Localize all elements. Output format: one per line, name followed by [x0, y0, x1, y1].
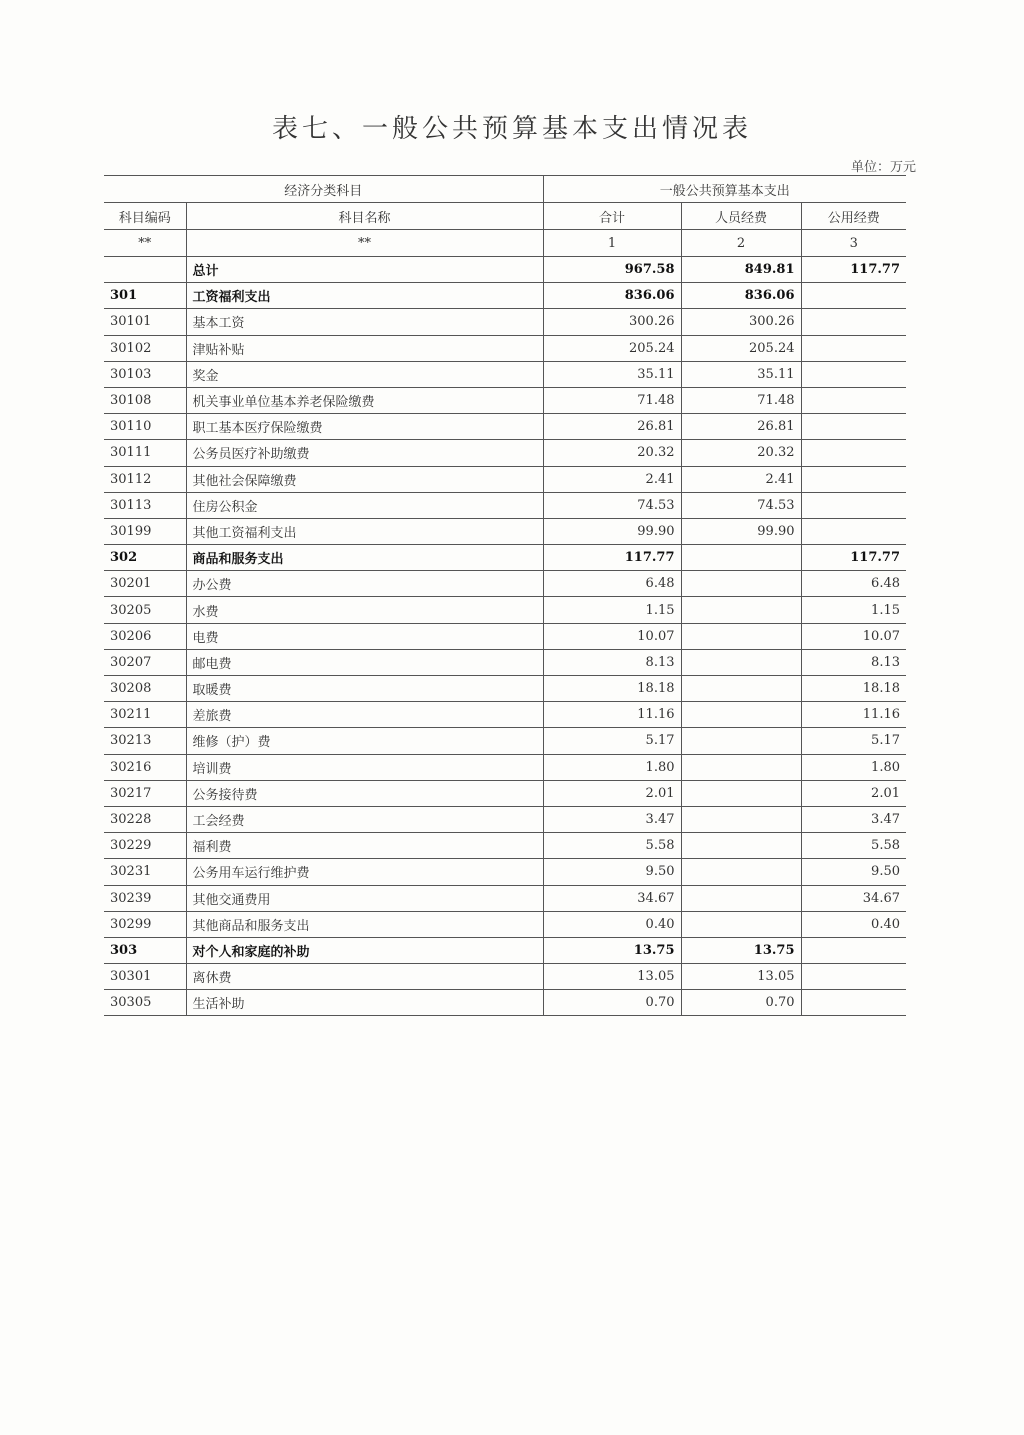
cell-code: 30199 [104, 518, 186, 544]
cell-personnel [681, 649, 801, 675]
cell-personnel: 99.90 [681, 518, 801, 544]
cell-public: 1.15 [801, 597, 906, 623]
cell-total: 8.13 [543, 649, 681, 675]
page-title: 表七、一般公共预算基本支出情况表 [271, 114, 752, 144]
cell-code: 30229 [104, 833, 186, 859]
cell-name: 办公费 [186, 571, 543, 597]
table-row [104, 283, 906, 309]
header-econ-category: 经济分类科目 [104, 176, 543, 203]
table-row [104, 885, 906, 911]
cell-name: 其他交通费用 [186, 885, 543, 911]
cell-total: 1.15 [543, 597, 681, 623]
cell-personnel [681, 676, 801, 702]
cell-personnel: 0.70 [681, 990, 801, 1016]
cell-personnel: 13.05 [681, 964, 801, 990]
cell-name: 机关事业单位基本养老保险缴费 [186, 387, 543, 413]
cell-personnel [681, 754, 801, 780]
cell-code: 30305 [104, 990, 186, 1016]
cell-total: 34.67 [543, 885, 681, 911]
cell-personnel [681, 571, 801, 597]
cell-name: 公务员医疗补助缴费 [186, 440, 543, 466]
table-row [104, 702, 906, 728]
cell-total: 71.48 [543, 387, 681, 413]
cell-total: 205.24 [543, 335, 681, 361]
cell-total: 35.11 [543, 361, 681, 387]
cell-total: 836.06 [543, 283, 681, 309]
index-public: 3 [801, 230, 906, 257]
cell-public: 34.67 [801, 885, 906, 911]
cell-personnel [681, 728, 801, 754]
cell-code: 30206 [104, 623, 186, 649]
cell-total: 13.75 [543, 937, 681, 963]
cell-name: 公务接待费 [186, 780, 543, 806]
cell-public [801, 283, 906, 309]
cell-total: 2.41 [543, 466, 681, 492]
table-row [104, 833, 906, 859]
cell-name: 津贴补贴 [186, 335, 543, 361]
index-code: ** [104, 230, 186, 257]
cell-name: 维修（护）费 [186, 728, 543, 754]
cell-public: 10.07 [801, 623, 906, 649]
cell-public: 18.18 [801, 676, 906, 702]
cell-public: 1.80 [801, 754, 906, 780]
cell-total: 74.53 [543, 492, 681, 518]
cell-name: 邮电费 [186, 649, 543, 675]
cell-total: 11.16 [543, 702, 681, 728]
cell-total: 0.70 [543, 990, 681, 1016]
cell-name: 职工基本医疗保险缴费 [186, 414, 543, 440]
cell-name: 工会经费 [186, 806, 543, 832]
cell-name: 商品和服务支出 [186, 545, 543, 571]
header-total: 合计 [543, 203, 681, 230]
cell-total: 1.80 [543, 754, 681, 780]
table-row [104, 309, 906, 335]
cell-name: 差旅费 [186, 702, 543, 728]
cell-personnel: 71.48 [681, 387, 801, 413]
cell-public [801, 964, 906, 990]
cell-name: 基本工资 [186, 309, 543, 335]
cell-personnel [681, 911, 801, 937]
cell-public: 8.13 [801, 649, 906, 675]
cell-personnel: 35.11 [681, 361, 801, 387]
cell-name: 福利费 [186, 833, 543, 859]
cell-personnel [681, 702, 801, 728]
cell-code: 30103 [104, 361, 186, 387]
cell-name: 工资福利支出 [186, 283, 543, 309]
index-personnel: 2 [681, 230, 801, 257]
cell-public [801, 440, 906, 466]
table-row [104, 964, 906, 990]
cell-total: 13.05 [543, 964, 681, 990]
table-row [104, 361, 906, 387]
cell-total: 26.81 [543, 414, 681, 440]
cell-total: 20.32 [543, 440, 681, 466]
cell-code: 30102 [104, 335, 186, 361]
cell-name: 培训费 [186, 754, 543, 780]
cell-personnel: 300.26 [681, 309, 801, 335]
header-index-row [104, 230, 906, 257]
table-row [104, 518, 906, 544]
budget-table-body [104, 176, 906, 1016]
table-row [104, 597, 906, 623]
cell-personnel: 13.75 [681, 937, 801, 963]
cell-public: 5.58 [801, 833, 906, 859]
table-row [104, 937, 906, 963]
table-row [104, 649, 906, 675]
table-row [104, 414, 906, 440]
cell-public [801, 309, 906, 335]
cell-total: 5.58 [543, 833, 681, 859]
cell-code: 30101 [104, 309, 186, 335]
cell-public [801, 335, 906, 361]
cell-public [801, 361, 906, 387]
cell-code [104, 257, 186, 283]
cell-personnel [681, 859, 801, 885]
cell-code: 30207 [104, 649, 186, 675]
table-row [104, 492, 906, 518]
cell-name: 其他工资福利支出 [186, 518, 543, 544]
cell-name: 生活补助 [186, 990, 543, 1016]
cell-code: 30216 [104, 754, 186, 780]
cell-name: 水费 [186, 597, 543, 623]
cell-personnel [681, 780, 801, 806]
cell-public [801, 518, 906, 544]
table-row [104, 780, 906, 806]
cell-name: 总计 [186, 257, 543, 283]
cell-public [801, 414, 906, 440]
header-group-row [104, 176, 906, 203]
cell-name: 公务用车运行维护费 [186, 859, 543, 885]
cell-code: 30205 [104, 597, 186, 623]
cell-personnel [681, 833, 801, 859]
table-row [104, 440, 906, 466]
cell-total: 6.48 [543, 571, 681, 597]
cell-code: 302 [104, 545, 186, 571]
cell-code: 30301 [104, 964, 186, 990]
cell-total: 18.18 [543, 676, 681, 702]
cell-name: 其他商品和服务支出 [186, 911, 543, 937]
cell-personnel: 74.53 [681, 492, 801, 518]
table-row [104, 466, 906, 492]
budget-table [104, 175, 906, 1016]
cell-code: 30110 [104, 414, 186, 440]
cell-public: 9.50 [801, 859, 906, 885]
cell-public: 6.48 [801, 571, 906, 597]
header-personnel: 人员经费 [681, 203, 801, 230]
cell-total: 0.40 [543, 911, 681, 937]
cell-name: 对个人和家庭的补助 [186, 937, 543, 963]
cell-public [801, 492, 906, 518]
cell-code: 301 [104, 283, 186, 309]
cell-code: 30231 [104, 859, 186, 885]
table-row [104, 728, 906, 754]
header-code: 科目编码 [104, 203, 186, 230]
cell-code: 30112 [104, 466, 186, 492]
cell-total: 300.26 [543, 309, 681, 335]
cell-personnel: 2.41 [681, 466, 801, 492]
cell-code: 303 [104, 937, 186, 963]
table-row [104, 257, 906, 283]
table-row [104, 859, 906, 885]
table-row [104, 387, 906, 413]
cell-total: 2.01 [543, 780, 681, 806]
table-row [104, 990, 906, 1016]
cell-public: 5.17 [801, 728, 906, 754]
cell-total: 5.17 [543, 728, 681, 754]
cell-code: 30217 [104, 780, 186, 806]
cell-code: 30239 [104, 885, 186, 911]
cell-total: 117.77 [543, 545, 681, 571]
cell-code: 30208 [104, 676, 186, 702]
cell-name: 取暖费 [186, 676, 543, 702]
cell-total: 9.50 [543, 859, 681, 885]
cell-name: 离休费 [186, 964, 543, 990]
cell-name: 其他社会保障缴费 [186, 466, 543, 492]
header-column-row [104, 203, 906, 230]
cell-total: 10.07 [543, 623, 681, 649]
table-row [104, 806, 906, 832]
cell-total: 3.47 [543, 806, 681, 832]
cell-public: 117.77 [801, 257, 906, 283]
cell-personnel: 836.06 [681, 283, 801, 309]
cell-name: 住房公积金 [186, 492, 543, 518]
header-name: 科目名称 [186, 203, 543, 230]
cell-personnel [681, 597, 801, 623]
table-row [104, 623, 906, 649]
cell-personnel: 20.32 [681, 440, 801, 466]
table-row [104, 754, 906, 780]
header-basic-expenditure: 一般公共预算基本支出 [543, 176, 906, 203]
cell-name: 奖金 [186, 361, 543, 387]
cell-personnel [681, 623, 801, 649]
cell-code: 30108 [104, 387, 186, 413]
unit-label: 单位：万元 [850, 160, 916, 175]
cell-code: 30201 [104, 571, 186, 597]
cell-name: 电费 [186, 623, 543, 649]
cell-personnel [681, 545, 801, 571]
index-name: ** [186, 230, 543, 257]
cell-public [801, 466, 906, 492]
table-row [104, 911, 906, 937]
cell-personnel [681, 885, 801, 911]
cell-personnel: 205.24 [681, 335, 801, 361]
table-row [104, 545, 906, 571]
cell-public: 2.01 [801, 780, 906, 806]
cell-code: 30299 [104, 911, 186, 937]
cell-personnel: 849.81 [681, 257, 801, 283]
cell-public: 117.77 [801, 545, 906, 571]
cell-code: 30213 [104, 728, 186, 754]
cell-total: 99.90 [543, 518, 681, 544]
cell-code: 30228 [104, 806, 186, 832]
cell-public [801, 990, 906, 1016]
cell-code: 30111 [104, 440, 186, 466]
cell-public: 0.40 [801, 911, 906, 937]
cell-personnel: 26.81 [681, 414, 801, 440]
table-row [104, 571, 906, 597]
cell-public [801, 937, 906, 963]
cell-public: 11.16 [801, 702, 906, 728]
cell-personnel [681, 806, 801, 832]
cell-code: 30211 [104, 702, 186, 728]
table-row [104, 676, 906, 702]
cell-public: 3.47 [801, 806, 906, 832]
index-total: 1 [543, 230, 681, 257]
cell-code: 30113 [104, 492, 186, 518]
cell-public [801, 387, 906, 413]
header-public: 公用经费 [801, 203, 906, 230]
cell-total: 967.58 [543, 257, 681, 283]
table-row [104, 335, 906, 361]
